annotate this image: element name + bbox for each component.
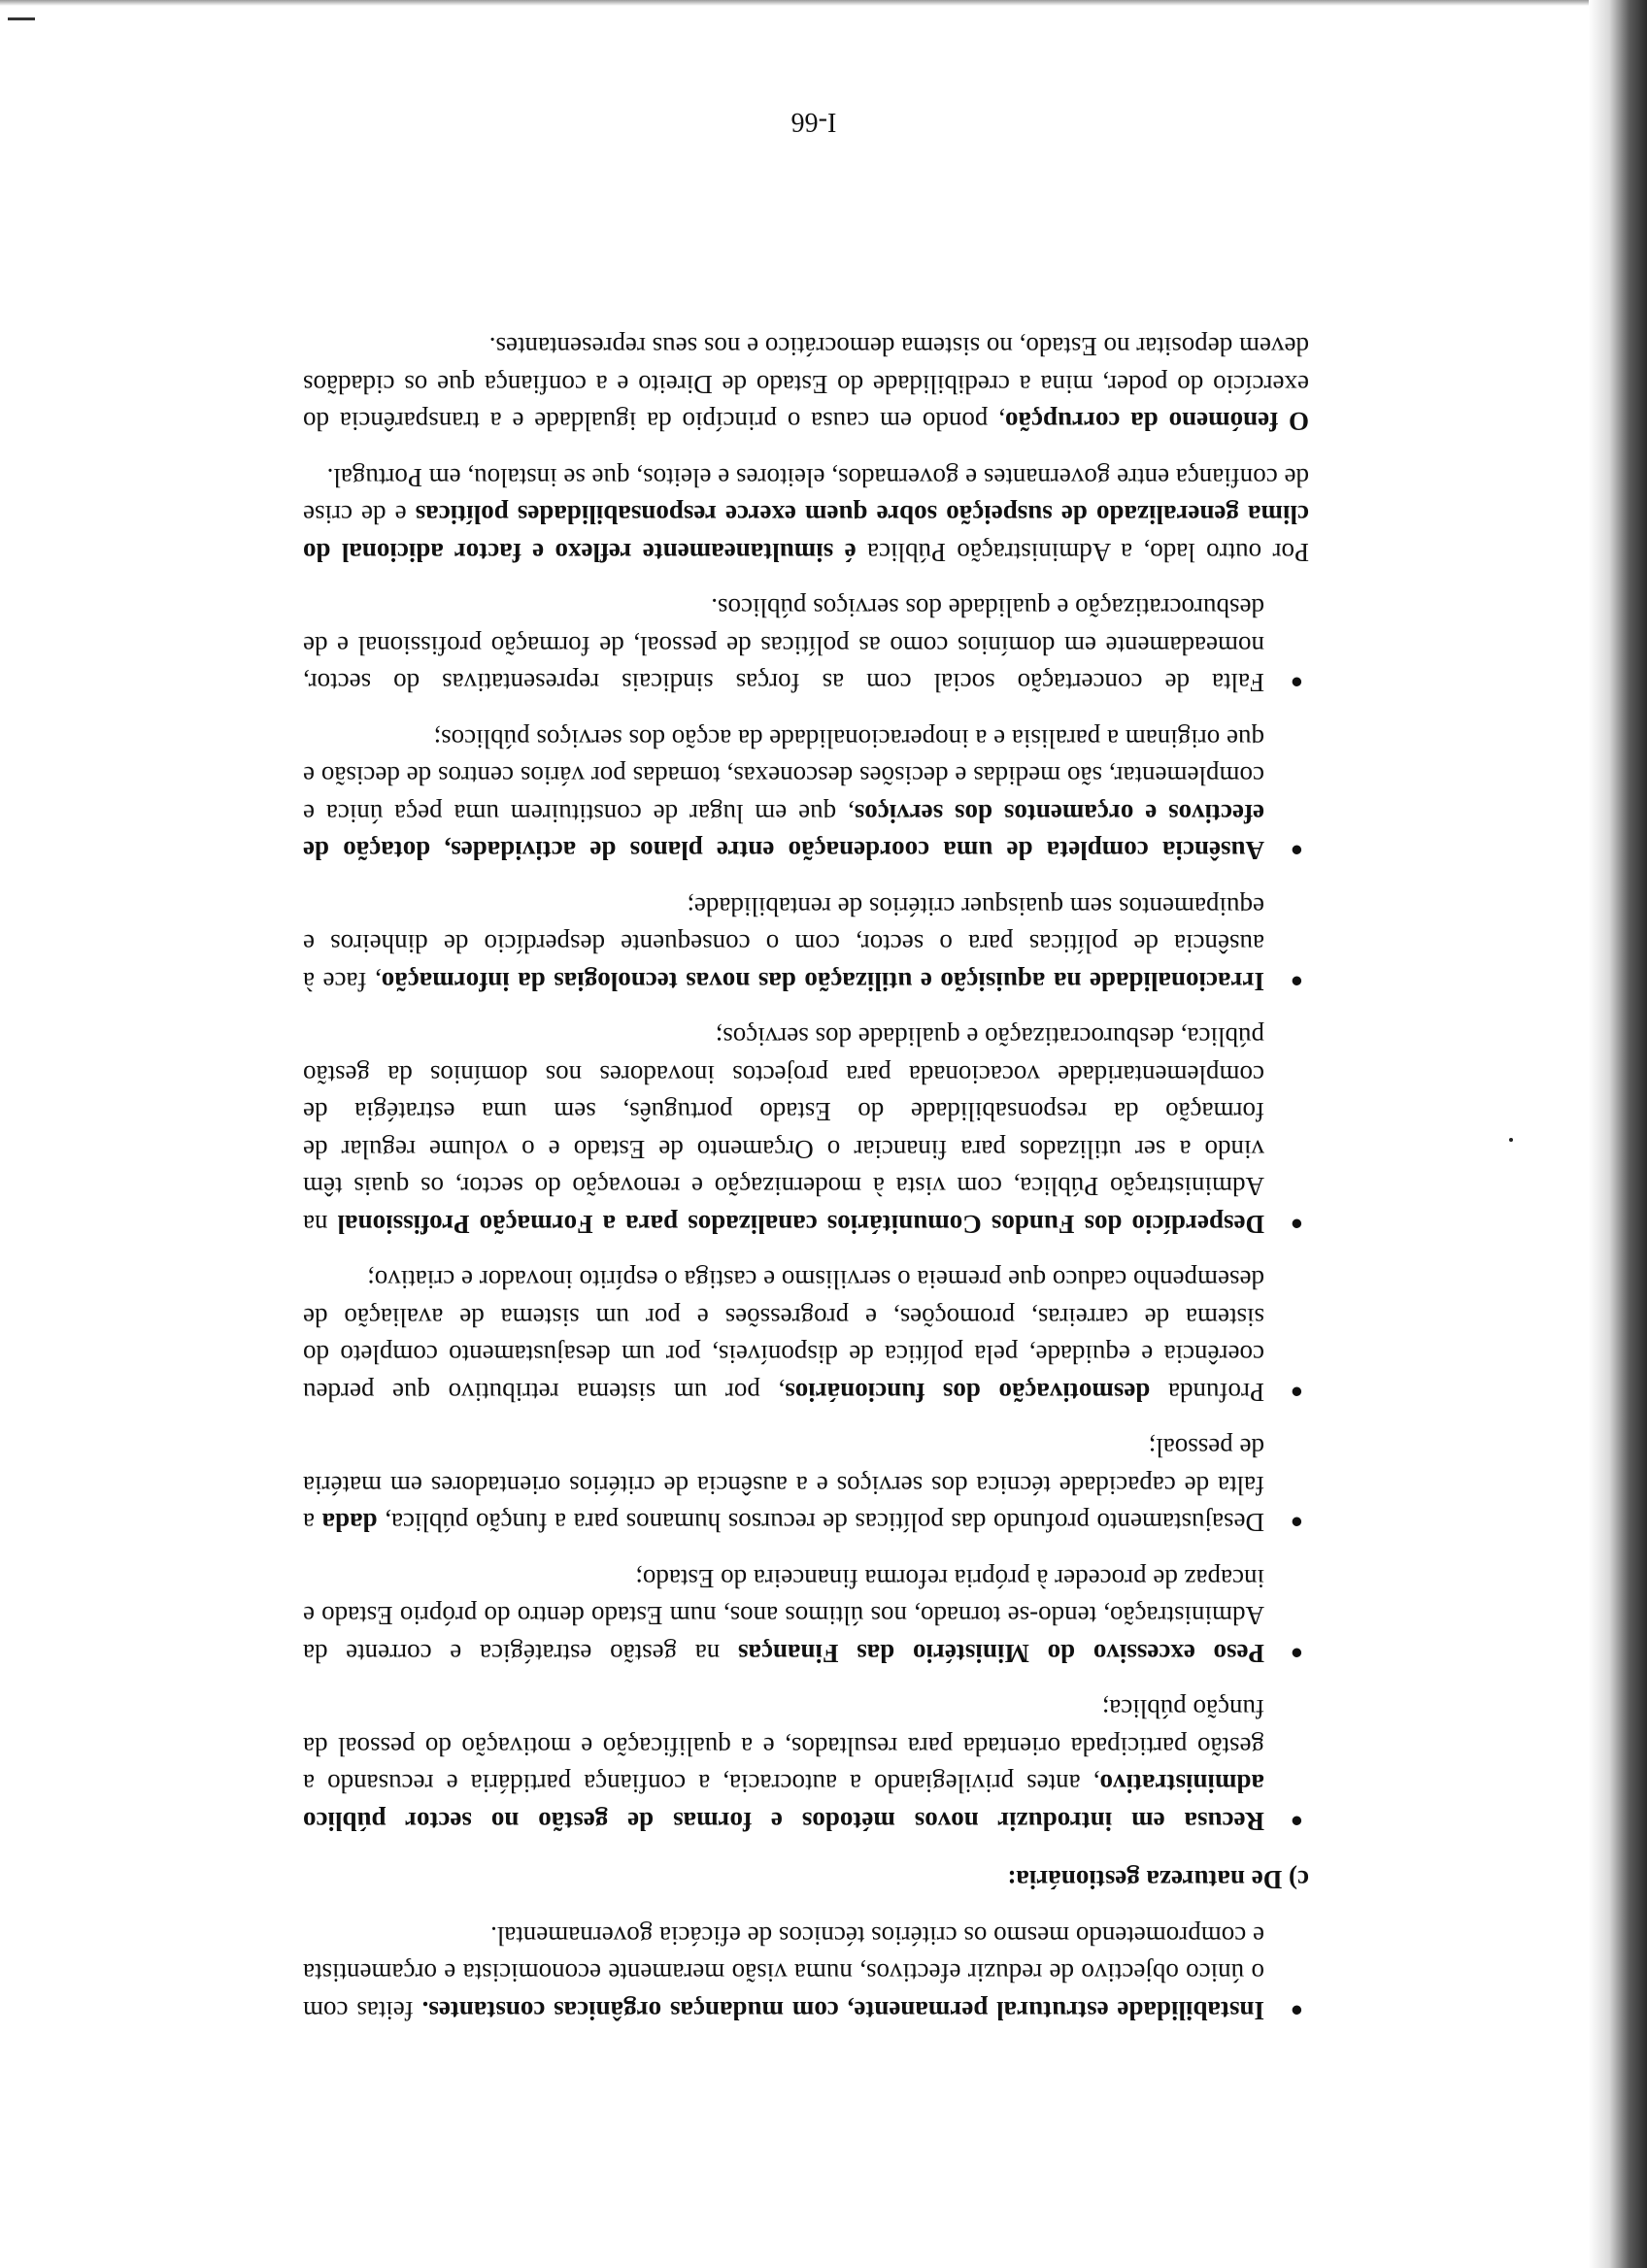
bullet-bold: Instabilidade estrutural permanente, com mudanças orgânicas constantes. <box>421 1996 1264 2025</box>
bullet-text: , por um sistema retributivo que perdeu coerência e equidade, pela política de disponíveis, por um desajustamento completo do sistema de carreiras, promoções, e progressões e por um sistema de avaliação de desempenho caduco que premeia o servilismo e castiga o espírito inovador e criativo; <box>303 1265 1264 1407</box>
bullet-bold: Desperdício dos Fundos Comunitários canalizados para a Formação Profissional <box>337 1210 1264 1239</box>
bullet-list-main <box>303 589 1309 1840</box>
bullet-icon: ● <box>1290 1999 1303 2023</box>
page-body <box>303 310 1309 2029</box>
list-item <box>303 1429 1309 1542</box>
paragraph-pre: Por outro lado, a Administração Pública <box>856 538 1309 567</box>
paragraph-bold: O fenómeno da corrupção <box>1004 407 1309 437</box>
bullet-text: a falta de capacidade técnica dos serviços e a ausência de critérios orientadores em matéria de pessoal; <box>302 1433 1264 1538</box>
page-number: I-66 <box>790 107 837 137</box>
bullet-bold: Peso excessivo do Ministério das Finanças <box>738 1639 1264 1668</box>
paragraph-text: e de crise de confiança entre governantes e governados, eleitores e eleitos, que se instalou, em Portugal. <box>303 463 1309 530</box>
list-item <box>303 1018 1309 1243</box>
paragraph <box>303 328 1309 441</box>
bullet-icon: ● <box>1290 671 1303 696</box>
bullet-bold: Irracionalidade na aquisição e utilização das novas tecnologias da informação <box>381 967 1264 996</box>
list-item <box>303 720 1309 870</box>
paragraph-text: , pondo em causa o princípio da igualdade e a transparência do exercício do poder, mina a credibilidade do Estado de Direito e a confiança que os cidadãos devem depositar no Estado, no sistema democrático e nos seus representantes. <box>303 332 1309 437</box>
list-item <box>303 1560 1309 1673</box>
bullet-pre: Falta de concertação social com as forças sindicais representativas do sector, nomeadamente em domínios como as políticas de pessoal, de formação profissional e de desburocratização e qualidade dos serviços públicos. <box>303 593 1264 698</box>
bullet-pre: Profunda <box>1150 1378 1264 1407</box>
paragraph-bold: é simultaneamente reflexo e factor adicional do clima generalizado de suspeição sobre quem exerce responsabilidades políticas <box>303 500 1309 567</box>
bullet-text: , que em lugar de constituirem uma peça única e complementar, são medidas e decisões desconexas, tomadas por vários centros de decisão e que originam a paralisia e a inoperacionalidade da acção dos serviços públicos; <box>303 724 1264 828</box>
bullet-text: feitas com o único objectivo de reduzir efectivos, numa visão meramente economicista e orçamentista e comprometendo mesmo os critérios técnicos de eficácia governamental. <box>303 1921 1264 2025</box>
bullet-icon: ● <box>1290 1511 1303 1536</box>
paragraph <box>303 459 1309 572</box>
list-item <box>303 1261 1309 1411</box>
bullet-text: , antes privilegiando a autocracia, a confiança partidária e recusando a gestão participada orientada para resultados, e a qualificação e motivação do pessoal da função pública; <box>303 1694 1264 1799</box>
list-item <box>303 888 1309 1001</box>
bullet-icon: ● <box>1290 970 1303 994</box>
bullet-icon: ● <box>1290 1642 1303 1666</box>
bullet-text: , face à ausência de políticas para o sector, com o consequente desperdício de dinheiros e equipamentos sem quaisquer critérios de rentabilidade; <box>303 892 1264 996</box>
bullet-icon: ● <box>1290 839 1303 864</box>
bullet-icon: ● <box>1290 1381 1303 1405</box>
bullet-list-top <box>303 1918 1309 2030</box>
list-item <box>303 1918 1309 2030</box>
bullet-icon: ● <box>1290 1213 1303 1237</box>
bullet-text: na gestão estratégica e corrente da Administração, tendo-se tornado, nos últimos anos, num Estado dentro do próprio Estado e incapaz de proceder à própria reforma financeira do Estado; <box>303 1564 1264 1668</box>
list-item <box>303 1690 1309 1840</box>
bullet-bold: dada <box>321 1508 378 1538</box>
bullet-bold: desmotivação dos funcionários <box>785 1378 1151 1407</box>
bullet-icon: ● <box>1290 1810 1303 1834</box>
list-item <box>303 589 1309 702</box>
bullet-text: na Administração Pública, com vista à modernização e renovação do sector, os quais têm vindo a ser utilizados para financiar o Orçamento de Estado e o volume regular de formação da responsabilidade do Estado português, sem uma estratégia de complementaridade vocacionada para projectos inovadores nos domínios da gestão pública, desburocratização e qualidade dos serviços; <box>303 1022 1264 1239</box>
bullet-pre: Desajustamento profundo das políticas de recursos humanos para a função pública, <box>377 1508 1264 1538</box>
bullet-bold: Recusa em introduzir novos métodos e formas de gestão no sector público administrativo <box>303 1769 1264 1836</box>
section-heading: c) De natureza gestionária: <box>1007 1865 1309 1895</box>
bullet-bold: Ausência completa de uma coordenação entre planos de actividades, dotação de efectivos e orçamentos dos serviços <box>303 799 1264 866</box>
